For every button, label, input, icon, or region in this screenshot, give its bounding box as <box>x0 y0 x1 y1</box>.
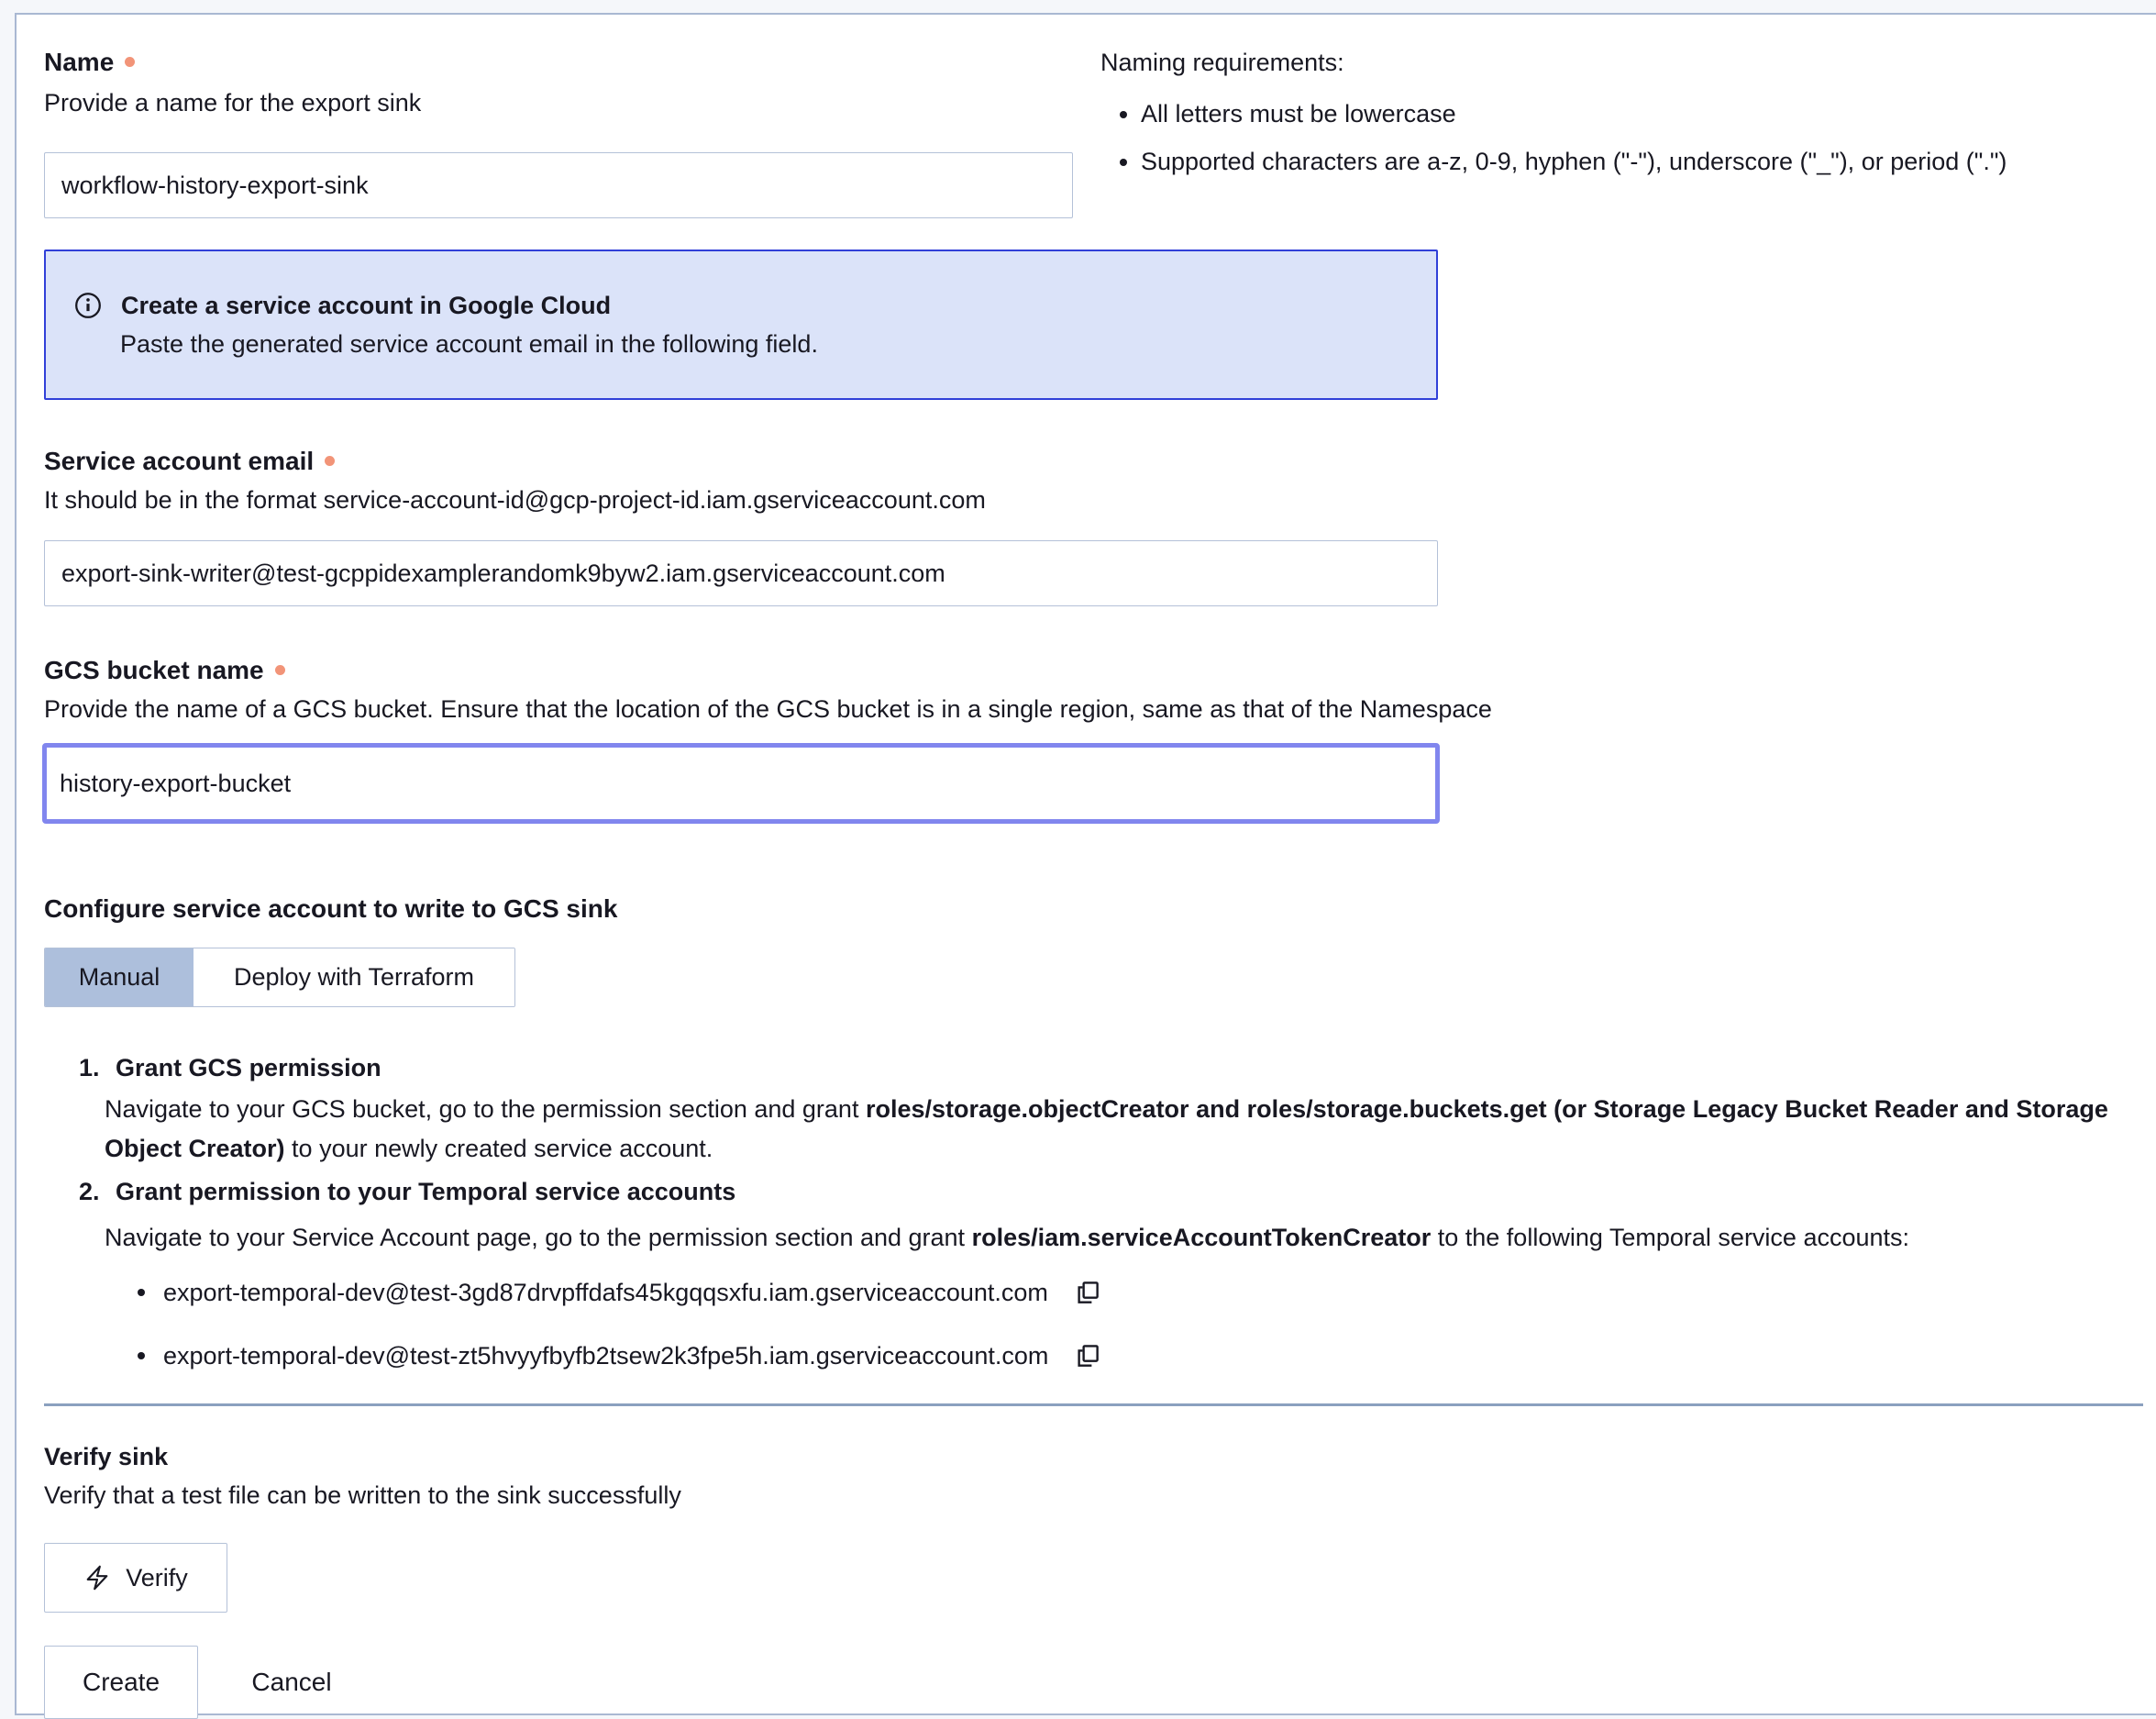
naming-requirement-item: • All letters must be lowercase <box>1141 95 2156 132</box>
required-indicator <box>125 57 135 67</box>
step-2-title: 2. Grant permission to your Temporal service accounts <box>79 1178 736 1205</box>
bucket-name-description: Provide the name of a GCS bucket. Ensure that the location of the GCS bucket is in a single region, same as that of the Namespace <box>44 695 1492 723</box>
info-banner-title: Create a service account in Google Cloud <box>121 292 612 319</box>
step-1-body-roles: roles/storage.objectCreator and roles/storage.buckets.get (or Storage Legacy Bucket Reader and Storage Object Creator) <box>105 1095 2108 1162</box>
required-indicator <box>325 456 335 466</box>
configure-section-title: Configure service account to write to GCS sink <box>44 894 618 923</box>
name-label <box>44 44 135 81</box>
service-account-label-text: Service account email <box>44 447 315 475</box>
step-1-body <box>105 1090 2108 1169</box>
copy-icon <box>1074 1279 1101 1306</box>
step-1-number: 1. <box>79 1054 100 1081</box>
name-input[interactable] <box>44 152 1073 218</box>
info-icon <box>73 291 103 320</box>
verify-sink-description: Verify that a test file can be written to the sink successfully <box>44 1481 681 1509</box>
step-2-body-role: roles/iam.serviceAccountTokenCreator <box>971 1224 1432 1251</box>
cancel-button[interactable]: Cancel <box>227 1646 356 1719</box>
bucket-name-label-text: GCS bucket name <box>44 656 264 684</box>
temporal-service-account-row <box>138 1340 1103 1371</box>
info-banner-description: Paste the generated service account email in the following field. <box>120 330 818 358</box>
temporal-service-account-row <box>138 1277 1103 1308</box>
verify-sink-title: Verify sink <box>44 1443 169 1470</box>
section-divider <box>44 1403 2143 1406</box>
step-2-number: 2. <box>79 1178 100 1205</box>
bucket-name-label <box>44 652 285 689</box>
bucket-name-input[interactable] <box>42 743 1440 824</box>
service-account-label <box>44 443 335 480</box>
step-2-body-suffix: to the following Temporal service accounts: <box>1431 1224 1910 1251</box>
step-1-title: 1. Grant GCS permission <box>79 1054 381 1081</box>
naming-requirement-item: • Supported characters are a-z, 0-9, hyphen ("-"), underscore ("_"), or period (".") <box>1141 143 2156 180</box>
name-label-text: Name <box>44 48 115 76</box>
step-2-body <box>105 1218 2108 1258</box>
service-account-description: It should be in the format service-account-id@gcp-project-id.iam.gserviceaccount.com <box>44 486 986 514</box>
step-1-body-prefix: Navigate to your GCS bucket, go to the permission section and grant <box>105 1095 866 1123</box>
tab-manual[interactable]: Manual <box>45 948 193 1006</box>
temporal-service-account-email: export-temporal-dev@test-3gd87drvpffdafs45kgqqsxfu.iam.gserviceaccount.com <box>163 1278 1048 1306</box>
copy-button[interactable] <box>1072 1277 1103 1308</box>
verify-button-label: Verify <box>126 1563 188 1591</box>
configure-tabs <box>44 948 515 1007</box>
naming-requirements <box>1100 44 2156 191</box>
step-1-body-suffix: to your newly created service account. <box>284 1135 713 1162</box>
naming-requirements-list <box>1100 95 2156 180</box>
info-banner <box>44 250 1438 400</box>
export-sink-form <box>15 13 2156 1715</box>
tab-deploy-with-terraform[interactable]: Deploy with Terraform <box>193 948 514 1006</box>
copy-button[interactable] <box>1072 1340 1103 1371</box>
naming-requirements-title: Naming requirements: <box>1100 49 1344 76</box>
step-2-body-prefix: Navigate to your Service Account page, go to the permission section and grant <box>105 1224 972 1251</box>
copy-icon <box>1074 1342 1101 1370</box>
verify-button[interactable] <box>44 1543 227 1613</box>
service-account-input[interactable] <box>44 540 1438 606</box>
required-indicator <box>275 665 285 675</box>
create-button[interactable]: Create <box>44 1646 198 1719</box>
temporal-service-account-email: export-temporal-dev@test-zt5hvyyfbyfb2tsew2k3fpe5h.iam.gserviceaccount.com <box>163 1341 1049 1370</box>
name-description: Provide a name for the export sink <box>44 89 422 116</box>
lightning-bolt-icon <box>83 1564 111 1591</box>
